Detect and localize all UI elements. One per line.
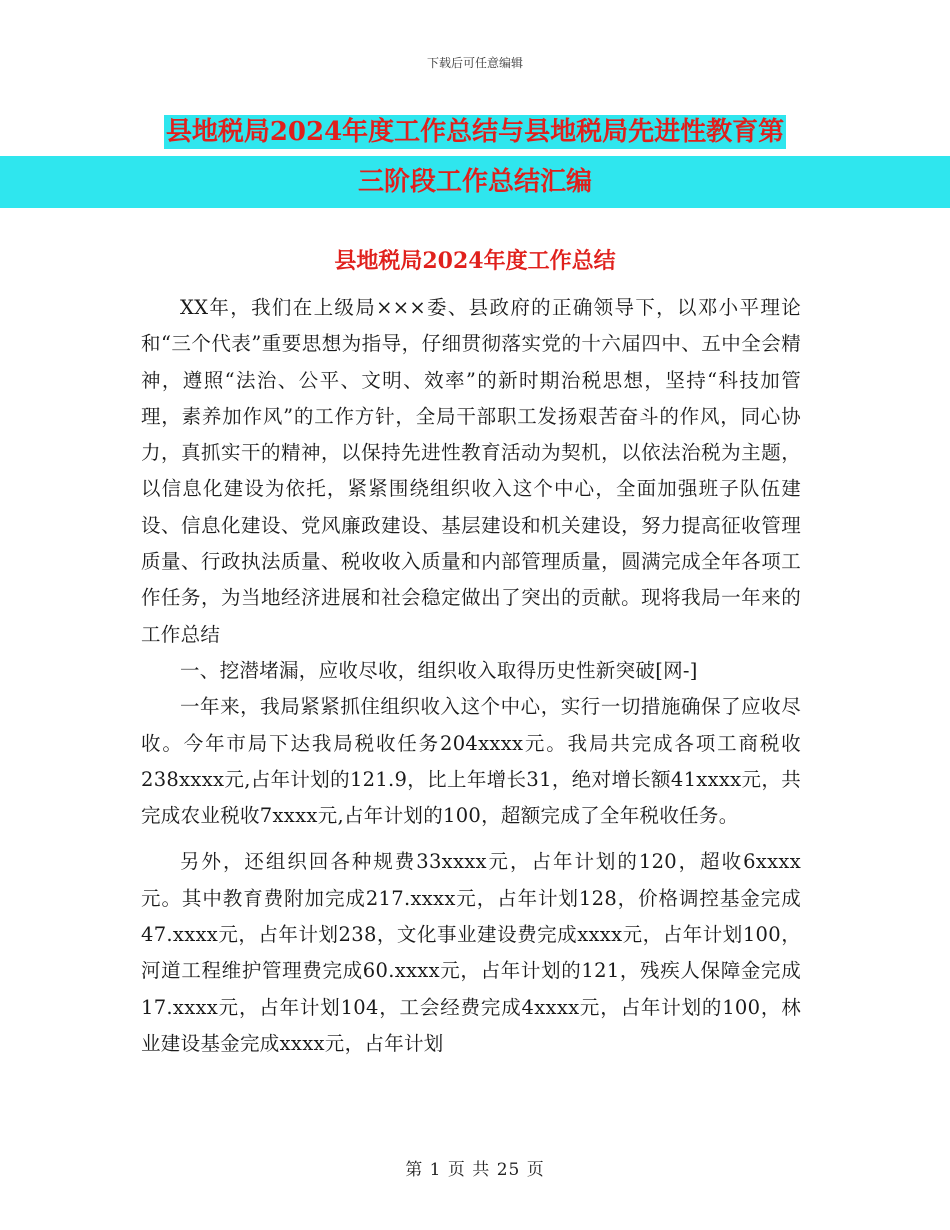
paragraph: 一、挖潜堵漏，应收尽收，组织收入取得历史性新突破[网-]	[180, 658, 698, 682]
document-title	[0, 108, 950, 208]
document-title-line1: 县地税局2024年度工作总结与县地税局先进性教育第	[165, 117, 785, 147]
paragraph: XX年，我们在上级局×××委、县政府的正确领导下，以邓小平理论和“三个代表”重要思想为指导，仔细贯彻落实党的十六届四中、五中全会精神，遵照“法治、公平、文明、效率”的新时期治税思想，坚持“科技加管理，素养加作风”的工作方针，全局干部职工发扬艰苦奋斗的作风，同心协力，真抓实干的精神，以保持先进性教育活动为契机，以依法治税为主题，以信息化建设为依托，紧紧围绕组织收入这个中心，全面加强班子队伍建设、信息化建设、党风廉政建设、基层建设和机关建设，努力提高征收管理质量、行政执法质量、税收收入质量和内部管理质量，圆满完成全年各项工作任务，为当地经济进展和社会稳定做出了突出的贡献。现将我局一年来的工作总结	[141, 296, 801, 646]
paragraph: 另外，还组织回各种规费33xxxx元，占年计划的120，超收6xxxx元。其中教育费附加完成217.xxxx元，占年计划128，价格调控基金完成47.xxxx元，占年计划238，文化事业建设费完成xxxx元，占年计划100，河道工程维护管理费完成60.xxxx元，占年计划的121，残疾人保障金完成17.xxxx元，占年计划104，工会经费完成4xxxx元，占年计划的100，林业建设基金完成xxxx元，占年计划	[141, 850, 801, 1055]
document-title-line2: 三阶段工作总结汇编	[357, 167, 592, 197]
document-body	[141, 290, 801, 1062]
header-note: 下载后可任意编辑	[426, 56, 523, 70]
page-number: 第 1 页 共 25 页	[405, 1160, 545, 1180]
section-title: 县地税局2024年度工作总结	[334, 248, 616, 274]
paragraph: 一年来，我局紧紧抓住组织收入这个中心，实行一切措施确保了应收尽收。今年市局下达我局税收任务204xxxx元。我局共完成各项工商税收238xxxx元,占年计划的121.9，比上年增长31，绝对增长额41xxxx元，共完成农业税收7xxxx元,占年计划的100，超额完成了全年税收任务。	[141, 695, 801, 828]
